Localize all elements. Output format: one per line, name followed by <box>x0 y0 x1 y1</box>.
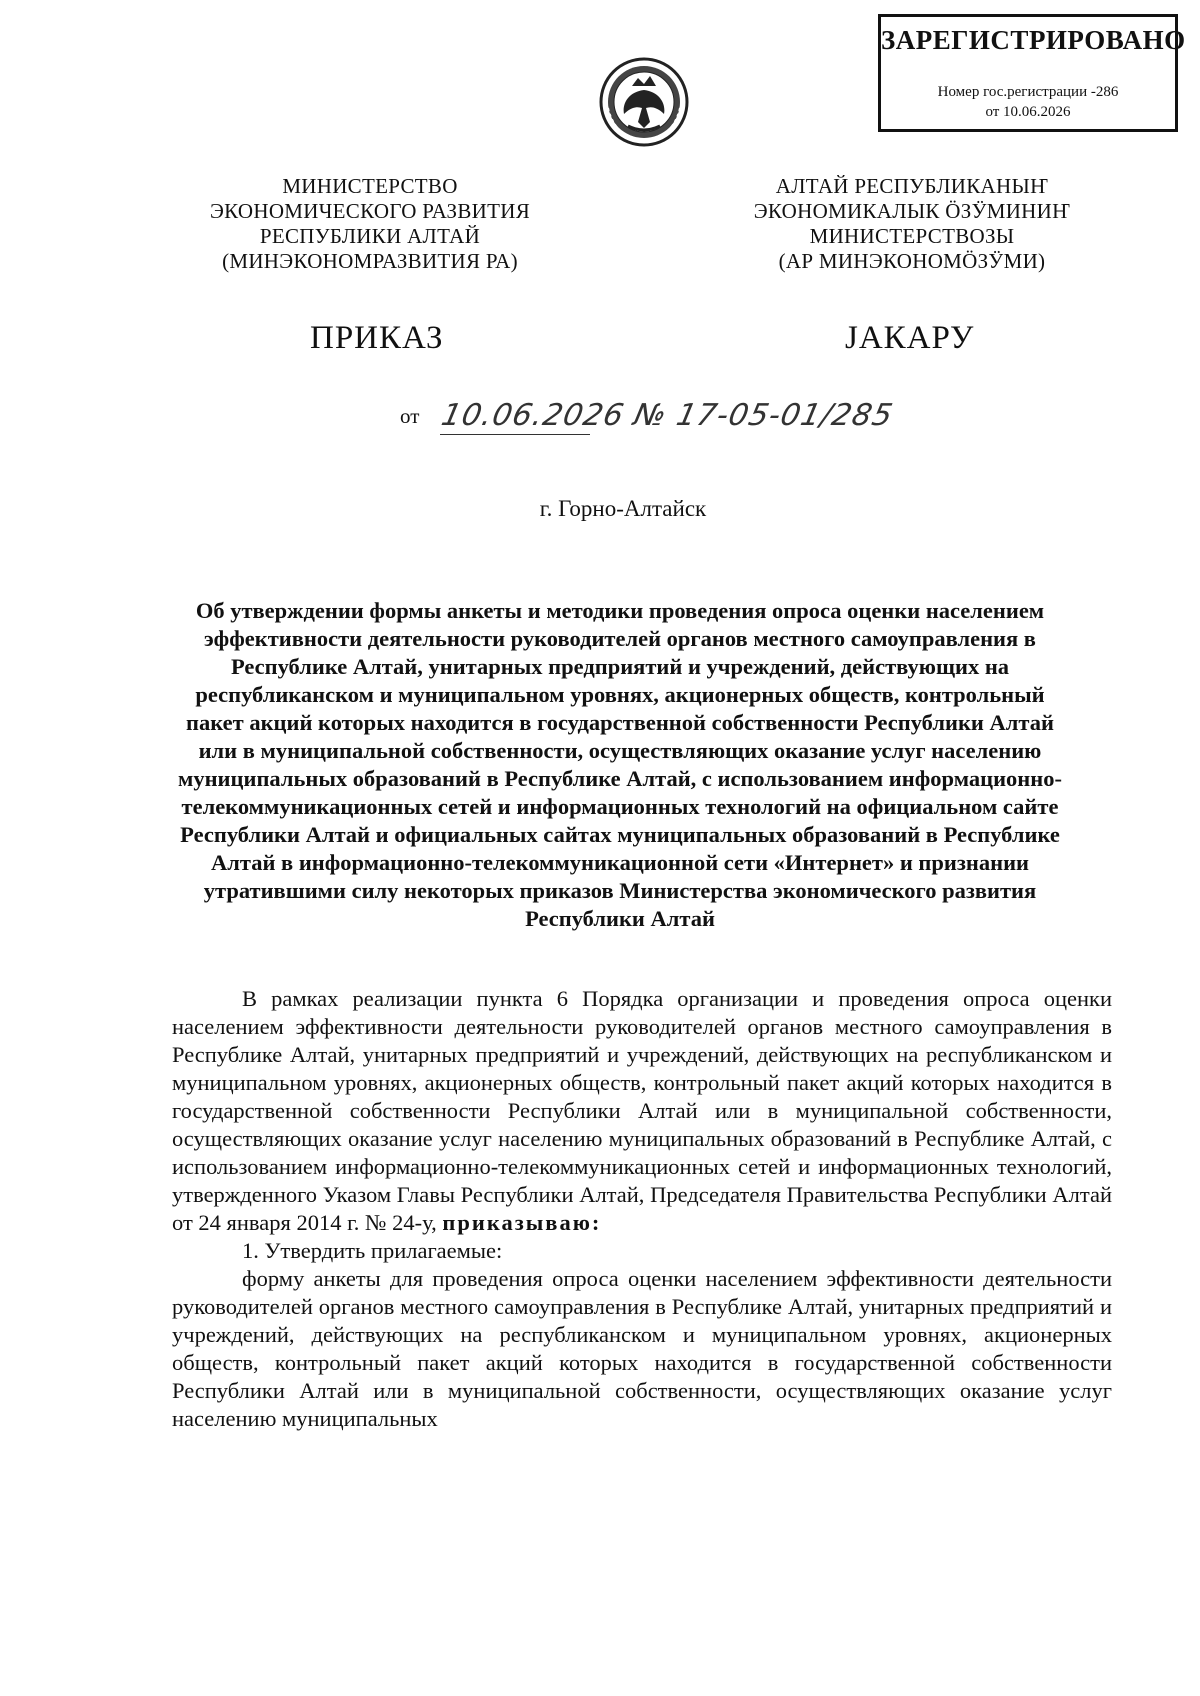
order-title-russian: ПРИКАЗ <box>310 320 444 356</box>
header-line: ЭКОНОМИЧЕСКОГО РАЗВИТИЯ <box>209 199 531 223</box>
item-1-heading: 1. Утвердить прилагаемые: <box>242 1238 503 1263</box>
header-line: МИНИСТЕРСТВОЗЫ <box>809 224 1015 248</box>
order-subject <box>130 597 1110 933</box>
date-underline <box>440 434 590 435</box>
stamp-title: ЗАРЕГИСТРИРОВАНО <box>881 25 1186 55</box>
handwritten-date-number: 10.06.2026 № 17-05-01/285 <box>438 398 897 433</box>
registration-stamp <box>878 14 1186 132</box>
item-1-paragraph: форму анкеты для проведения опроса оценки населением эффективности деятельности руководителей органов местного самоуправления в Республике Алтай, унитарных предприятий и учреждений, действующих на республиканском и муниципальном уровнях, акционерных обществ, контрольный пакет акций которых находится в государственной собственности Республики Алтай или в муниципальной собственности, осуществляющих оказание услуг населению муниципальных <box>172 1266 1112 1431</box>
header-line: АЛТАЙ РЕСПУБЛИКАНЫҤ <box>775 174 1049 198</box>
subject-line: республиканском и муниципальном уровнях, акционерных обществ, контрольный <box>195 682 1045 707</box>
order-date-line <box>400 398 920 448</box>
subject-line: Республики Алтай и официальных сайтах муниципальных образований в Республике <box>180 822 1060 847</box>
order-body <box>172 985 1112 1433</box>
header-line: МИНИСТЕРСТВО <box>282 174 458 198</box>
registration-number: Номер гос.регистрации -286 <box>937 84 1119 100</box>
header-line: РЕСПУБЛИКИ АЛТАЙ <box>259 224 481 248</box>
order-word: приказываю: <box>442 1210 602 1235</box>
preamble-paragraph <box>172 985 1112 1237</box>
subject-line: Алтай в информационно-телекоммуникационной сети «Интернет» и признании <box>211 850 1029 875</box>
subject-line: или в муниципальной собственности, осуществляющих оказание услуг населению <box>198 738 1042 763</box>
subject-line: утратившими силу некоторых приказов Министерства экономического развития <box>203 878 1037 903</box>
subject-line: эффективности деятельности руководителей органов местного самоуправления в <box>204 626 1036 651</box>
header-line: (АР МИНЭКОНОМӦЗӰМИ) <box>778 249 1046 273</box>
date-prefix: от <box>400 404 420 428</box>
city-line: г. Горно-Алтайск <box>539 496 707 521</box>
order-title-altai: JАКАРУ <box>845 320 975 356</box>
preamble-text: В рамках реализации пункта 6 Порядка организации и проведения опроса оценки населением эффективности деятельности руководителей органов местного самоуправления в Республике Алтай, унитарных предприятий и учреждений, действующих на республиканском и муниципальном уровнях, акционерных обществ, контрольный пакет акций которых находится в государственной собственности Республики Алтай или в муниципальной собственности, осуществляющих оказание услуг населению муниципальных образований в Республике Алтай, с использованием информационно-телекоммуникационных сетей и информационных технологий, утвержденного Указом Главы Республики Алтай, Председателя Правительства Республики Алтай от 24 января 2014 г. № 24-у, <box>172 986 1112 1235</box>
registration-date: от 10.06.2026 <box>985 104 1071 120</box>
subject-line: Об утверждении формы анкеты и методики проведения опроса оценки населением <box>195 598 1045 623</box>
ministry-header-altai <box>712 174 1112 274</box>
subject-line: муниципальных образований в Республике Алтай, с использованием информационно- <box>178 766 1062 791</box>
coat-of-arms-icon <box>598 56 690 148</box>
subject-line: пакет акций которых находится в государственной собственности Республики Алтай <box>186 710 1054 735</box>
subject-line: Республике Алтай, унитарных предприятий и учреждений, действующих на <box>230 654 1010 679</box>
ministry-header-russian <box>170 174 570 274</box>
subject-line: Республики Алтай <box>525 906 715 931</box>
header-line: (МИНЭКОНОМРАЗВИТИЯ РА) <box>222 249 518 273</box>
subject-line: телекоммуникационных сетей и информационных технологий на официальном сайте <box>181 794 1059 819</box>
header-line: ЭКОНОМИКАЛЫК ӦЗӰМИНИҤ <box>753 199 1071 223</box>
